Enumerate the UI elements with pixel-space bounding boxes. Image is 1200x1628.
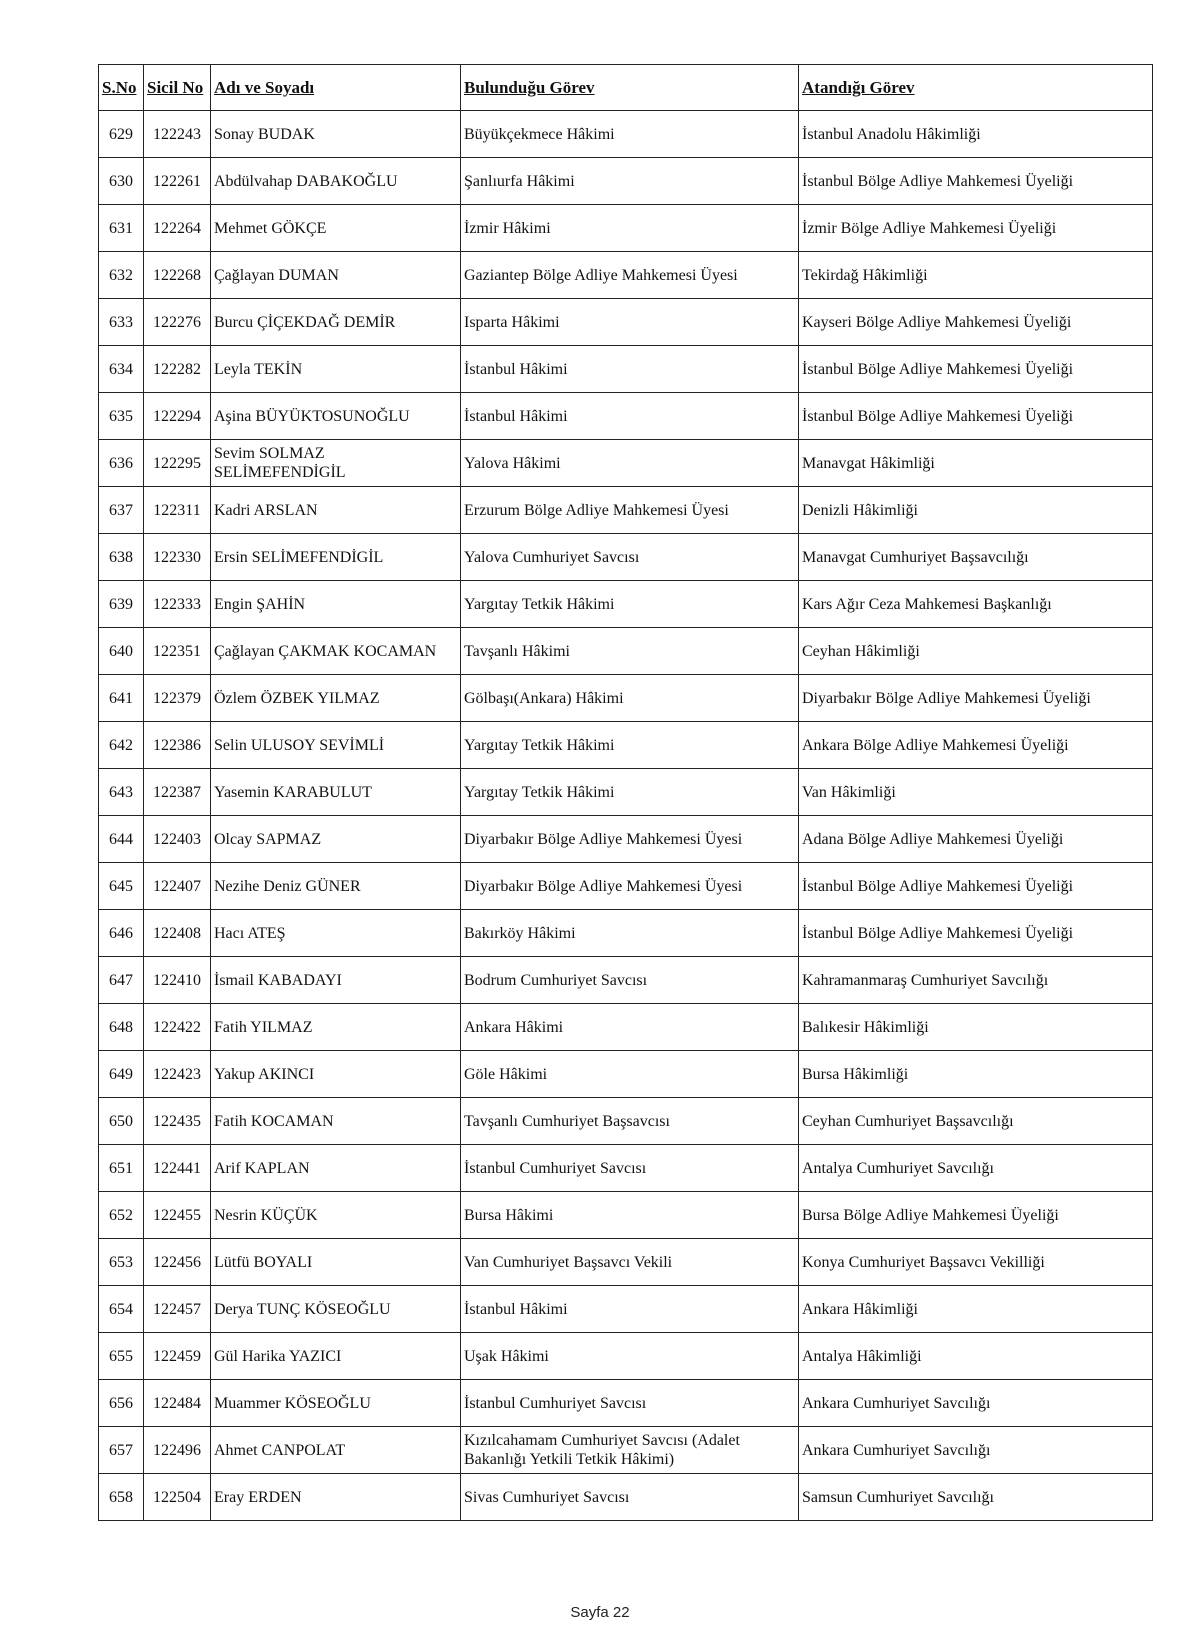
table-row: [99, 393, 1153, 440]
cell-name: Arif KAPLAN: [211, 1145, 461, 1192]
cell-current-position: Bodrum Cumhuriyet Savcısı: [461, 957, 799, 1004]
cell-current-position: Van Cumhuriyet Başsavcı Vekili: [461, 1239, 799, 1286]
cell-assigned-position: Ankara Cumhuriyet Savcılığı: [799, 1380, 1153, 1427]
cell-sno: 638: [99, 534, 144, 581]
cell-current-position: Kızılcahamam Cumhuriyet Savcısı (Adalet Bakanlığı Yetkili Tetkik Hâkimi): [461, 1427, 799, 1474]
cell-assigned-position: İstanbul Bölge Adliye Mahkemesi Üyeliği: [799, 863, 1153, 910]
cell-assigned-position: Balıkesir Hâkimliği: [799, 1004, 1153, 1051]
cell-sno: 654: [99, 1286, 144, 1333]
cell-name: Ahmet CANPOLAT: [211, 1427, 461, 1474]
cell-current-position: Tavşanlı Cumhuriyet Başsavcısı: [461, 1098, 799, 1145]
cell-sno: 653: [99, 1239, 144, 1286]
table-row: [99, 1145, 1153, 1192]
cell-sicil-no: 122282: [144, 346, 211, 393]
header-sno: S.No: [99, 65, 144, 111]
cell-sno: 632: [99, 252, 144, 299]
cell-current-position: Göle Hâkimi: [461, 1051, 799, 1098]
cell-current-position: İstanbul Hâkimi: [461, 346, 799, 393]
cell-current-position: İzmir Hâkimi: [461, 205, 799, 252]
cell-current-position: Yargıtay Tetkik Hâkimi: [461, 769, 799, 816]
table-row: [99, 299, 1153, 346]
table-body: [99, 111, 1153, 1521]
cell-name: Abdülvahap DABAKOĞLU: [211, 158, 461, 205]
table-row: [99, 769, 1153, 816]
cell-sicil-no: 122459: [144, 1333, 211, 1380]
cell-name: Gül Harika YAZICI: [211, 1333, 461, 1380]
table-header-row: [99, 65, 1153, 111]
cell-sicil-no: 122276: [144, 299, 211, 346]
table-row: [99, 440, 1153, 487]
cell-sicil-no: 122441: [144, 1145, 211, 1192]
cell-sno: 655: [99, 1333, 144, 1380]
cell-current-position: Yalova Hâkimi: [461, 440, 799, 487]
cell-sicil-no: 122457: [144, 1286, 211, 1333]
cell-sno: 641: [99, 675, 144, 722]
cell-assigned-position: İzmir Bölge Adliye Mahkemesi Üyeliği: [799, 205, 1153, 252]
cell-name: Sonay BUDAK: [211, 111, 461, 158]
cell-current-position: Gaziantep Bölge Adliye Mahkemesi Üyesi: [461, 252, 799, 299]
cell-sno: 634: [99, 346, 144, 393]
cell-sno: 644: [99, 816, 144, 863]
cell-sno: 646: [99, 910, 144, 957]
cell-sno: 635: [99, 393, 144, 440]
cell-sicil-no: 122351: [144, 628, 211, 675]
cell-assigned-position: İstanbul Bölge Adliye Mahkemesi Üyeliği: [799, 910, 1153, 957]
cell-assigned-position: Tekirdağ Hâkimliği: [799, 252, 1153, 299]
table-row: [99, 910, 1153, 957]
cell-current-position: Uşak Hâkimi: [461, 1333, 799, 1380]
table-row: [99, 487, 1153, 534]
cell-assigned-position: Manavgat Cumhuriyet Başsavcılığı: [799, 534, 1153, 581]
cell-sicil-no: 122295: [144, 440, 211, 487]
header-name: Adı ve Soyadı: [211, 65, 461, 111]
cell-assigned-position: Denizli Hâkimliği: [799, 487, 1153, 534]
cell-sno: 651: [99, 1145, 144, 1192]
cell-name: Burcu ÇİÇEKDAĞ DEMİR: [211, 299, 461, 346]
cell-sicil-no: 122264: [144, 205, 211, 252]
cell-name: Eray ERDEN: [211, 1474, 461, 1521]
cell-sicil-no: 122261: [144, 158, 211, 205]
cell-sicil-no: 122268: [144, 252, 211, 299]
table-row: [99, 1004, 1153, 1051]
header-assigned-position: Atandığı Görev: [799, 65, 1153, 111]
cell-sno: 630: [99, 158, 144, 205]
cell-assigned-position: Ankara Cumhuriyet Savcılığı: [799, 1427, 1153, 1474]
table-row: [99, 957, 1153, 1004]
cell-current-position: Gölbaşı(Ankara) Hâkimi: [461, 675, 799, 722]
cell-sicil-no: 122422: [144, 1004, 211, 1051]
cell-sno: 650: [99, 1098, 144, 1145]
cell-name: Sevim SOLMAZ SELİMEFENDİGİL: [211, 440, 461, 487]
cell-sno: 657: [99, 1427, 144, 1474]
cell-name: Fatih KOCAMAN: [211, 1098, 461, 1145]
cell-sicil-no: 122294: [144, 393, 211, 440]
table-row: [99, 1474, 1153, 1521]
cell-assigned-position: Bursa Hâkimliği: [799, 1051, 1153, 1098]
cell-assigned-position: Van Hâkimliği: [799, 769, 1153, 816]
cell-name: İsmail KABADAYI: [211, 957, 461, 1004]
cell-assigned-position: Adana Bölge Adliye Mahkemesi Üyeliği: [799, 816, 1153, 863]
cell-name: Nesrin KÜÇÜK: [211, 1192, 461, 1239]
cell-assigned-position: Manavgat Hâkimliği: [799, 440, 1153, 487]
cell-current-position: Diyarbakır Bölge Adliye Mahkemesi Üyesi: [461, 816, 799, 863]
cell-name: Çağlayan DUMAN: [211, 252, 461, 299]
table-row: [99, 1098, 1153, 1145]
cell-sno: 647: [99, 957, 144, 1004]
table-row: [99, 1427, 1153, 1474]
table-row: [99, 1333, 1153, 1380]
table-row: [99, 628, 1153, 675]
table-row: [99, 111, 1153, 158]
cell-sicil-no: 122504: [144, 1474, 211, 1521]
cell-current-position: Bursa Hâkimi: [461, 1192, 799, 1239]
cell-assigned-position: Ankara Bölge Adliye Mahkemesi Üyeliği: [799, 722, 1153, 769]
cell-assigned-position: Konya Cumhuriyet Başsavcı Vekilliği: [799, 1239, 1153, 1286]
page-number: Sayfa 22: [570, 1604, 630, 1621]
cell-name: Aşina BÜYÜKTOSUNOĞLU: [211, 393, 461, 440]
cell-sicil-no: 122407: [144, 863, 211, 910]
cell-assigned-position: Kayseri Bölge Adliye Mahkemesi Üyeliği: [799, 299, 1153, 346]
cell-sno: 642: [99, 722, 144, 769]
cell-sicil-no: 122386: [144, 722, 211, 769]
cell-current-position: İstanbul Hâkimi: [461, 393, 799, 440]
cell-current-position: İstanbul Hâkimi: [461, 1286, 799, 1333]
cell-current-position: Yalova Cumhuriyet Savcısı: [461, 534, 799, 581]
cell-assigned-position: İstanbul Bölge Adliye Mahkemesi Üyeliği: [799, 158, 1153, 205]
cell-current-position: Diyarbakır Bölge Adliye Mahkemesi Üyesi: [461, 863, 799, 910]
appointment-table: [98, 64, 1153, 1521]
cell-assigned-position: Ankara Hâkimliği: [799, 1286, 1153, 1333]
cell-name: Özlem ÖZBEK YILMAZ: [211, 675, 461, 722]
cell-current-position: Ankara Hâkimi: [461, 1004, 799, 1051]
header-current-position: Bulunduğu Görev: [461, 65, 799, 111]
cell-sicil-no: 122311: [144, 487, 211, 534]
cell-sno: 652: [99, 1192, 144, 1239]
cell-current-position: Tavşanlı Hâkimi: [461, 628, 799, 675]
table-row: [99, 205, 1153, 252]
cell-name: Muammer KÖSEOĞLU: [211, 1380, 461, 1427]
cell-current-position: Yargıtay Tetkik Hâkimi: [461, 722, 799, 769]
cell-current-position: Erzurum Bölge Adliye Mahkemesi Üyesi: [461, 487, 799, 534]
cell-name: Mehmet GÖKÇE: [211, 205, 461, 252]
table-row: [99, 534, 1153, 581]
cell-name: Derya TUNÇ KÖSEOĞLU: [211, 1286, 461, 1333]
cell-sicil-no: 122455: [144, 1192, 211, 1239]
cell-name: Yakup AKINCI: [211, 1051, 461, 1098]
table-row: [99, 1051, 1153, 1098]
table-row: [99, 158, 1153, 205]
table-row: [99, 252, 1153, 299]
cell-assigned-position: İstanbul Anadolu Hâkimliği: [799, 111, 1153, 158]
cell-sno: 636: [99, 440, 144, 487]
cell-name: Çağlayan ÇAKMAK KOCAMAN: [211, 628, 461, 675]
cell-sno: 629: [99, 111, 144, 158]
cell-name: Selin ULUSOY SEVİMLİ: [211, 722, 461, 769]
cell-current-position: Şanlıurfa Hâkimi: [461, 158, 799, 205]
cell-name: Engin ŞAHİN: [211, 581, 461, 628]
cell-sicil-no: 122410: [144, 957, 211, 1004]
table-row: [99, 675, 1153, 722]
cell-name: Ersin SELİMEFENDİGİL: [211, 534, 461, 581]
cell-name: Hacı ATEŞ: [211, 910, 461, 957]
cell-current-position: İstanbul Cumhuriyet Savcısı: [461, 1380, 799, 1427]
cell-sicil-no: 122330: [144, 534, 211, 581]
cell-current-position: Sivas Cumhuriyet Savcısı: [461, 1474, 799, 1521]
table-row: [99, 581, 1153, 628]
cell-sicil-no: 122423: [144, 1051, 211, 1098]
cell-sicil-no: 122496: [144, 1427, 211, 1474]
cell-name: Leyla TEKİN: [211, 346, 461, 393]
table-row: [99, 1192, 1153, 1239]
cell-current-position: İstanbul Cumhuriyet Savcısı: [461, 1145, 799, 1192]
cell-assigned-position: Ceyhan Cumhuriyet Başsavcılığı: [799, 1098, 1153, 1145]
cell-assigned-position: Kahramanmaraş Cumhuriyet Savcılığı: [799, 957, 1153, 1004]
cell-assigned-position: Ceyhan Hâkimliği: [799, 628, 1153, 675]
table-row: [99, 1286, 1153, 1333]
cell-sicil-no: 122456: [144, 1239, 211, 1286]
cell-sicil-no: 122387: [144, 769, 211, 816]
cell-name: Fatih YILMAZ: [211, 1004, 461, 1051]
cell-name: Yasemin KARABULUT: [211, 769, 461, 816]
cell-name: Nezihe Deniz GÜNER: [211, 863, 461, 910]
cell-name: Kadri ARSLAN: [211, 487, 461, 534]
table-row: [99, 1239, 1153, 1286]
cell-sicil-no: 122408: [144, 910, 211, 957]
cell-sno: 643: [99, 769, 144, 816]
cell-sno: 639: [99, 581, 144, 628]
cell-current-position: Büyükçekmece Hâkimi: [461, 111, 799, 158]
cell-sno: 649: [99, 1051, 144, 1098]
cell-assigned-position: Antalya Cumhuriyet Savcılığı: [799, 1145, 1153, 1192]
cell-current-position: Bakırköy Hâkimi: [461, 910, 799, 957]
table-row: [99, 346, 1153, 393]
cell-sno: 637: [99, 487, 144, 534]
cell-assigned-position: Diyarbakır Bölge Adliye Mahkemesi Üyeliği: [799, 675, 1153, 722]
cell-current-position: Isparta Hâkimi: [461, 299, 799, 346]
table-row: [99, 816, 1153, 863]
cell-assigned-position: İstanbul Bölge Adliye Mahkemesi Üyeliği: [799, 393, 1153, 440]
cell-sno: 648: [99, 1004, 144, 1051]
cell-sno: 656: [99, 1380, 144, 1427]
header-sicil-no: Sicil No: [144, 65, 211, 111]
cell-name: Lütfü BOYALI: [211, 1239, 461, 1286]
cell-name: Olcay SAPMAZ: [211, 816, 461, 863]
cell-assigned-position: Antalya Hâkimliği: [799, 1333, 1153, 1380]
cell-sno: 658: [99, 1474, 144, 1521]
cell-sicil-no: 122243: [144, 111, 211, 158]
cell-assigned-position: Bursa Bölge Adliye Mahkemesi Üyeliği: [799, 1192, 1153, 1239]
cell-sicil-no: 122484: [144, 1380, 211, 1427]
cell-sicil-no: 122435: [144, 1098, 211, 1145]
table-row: [99, 863, 1153, 910]
cell-current-position: Yargıtay Tetkik Hâkimi: [461, 581, 799, 628]
cell-assigned-position: İstanbul Bölge Adliye Mahkemesi Üyeliği: [799, 346, 1153, 393]
cell-sno: 645: [99, 863, 144, 910]
cell-sno: 640: [99, 628, 144, 675]
cell-sicil-no: 122379: [144, 675, 211, 722]
cell-sno: 633: [99, 299, 144, 346]
cell-assigned-position: Samsun Cumhuriyet Savcılığı: [799, 1474, 1153, 1521]
cell-sicil-no: 122403: [144, 816, 211, 863]
table-row: [99, 722, 1153, 769]
table-row: [99, 1380, 1153, 1427]
cell-assigned-position: Kars Ağır Ceza Mahkemesi Başkanlığı: [799, 581, 1153, 628]
cell-sicil-no: 122333: [144, 581, 211, 628]
cell-sno: 631: [99, 205, 144, 252]
